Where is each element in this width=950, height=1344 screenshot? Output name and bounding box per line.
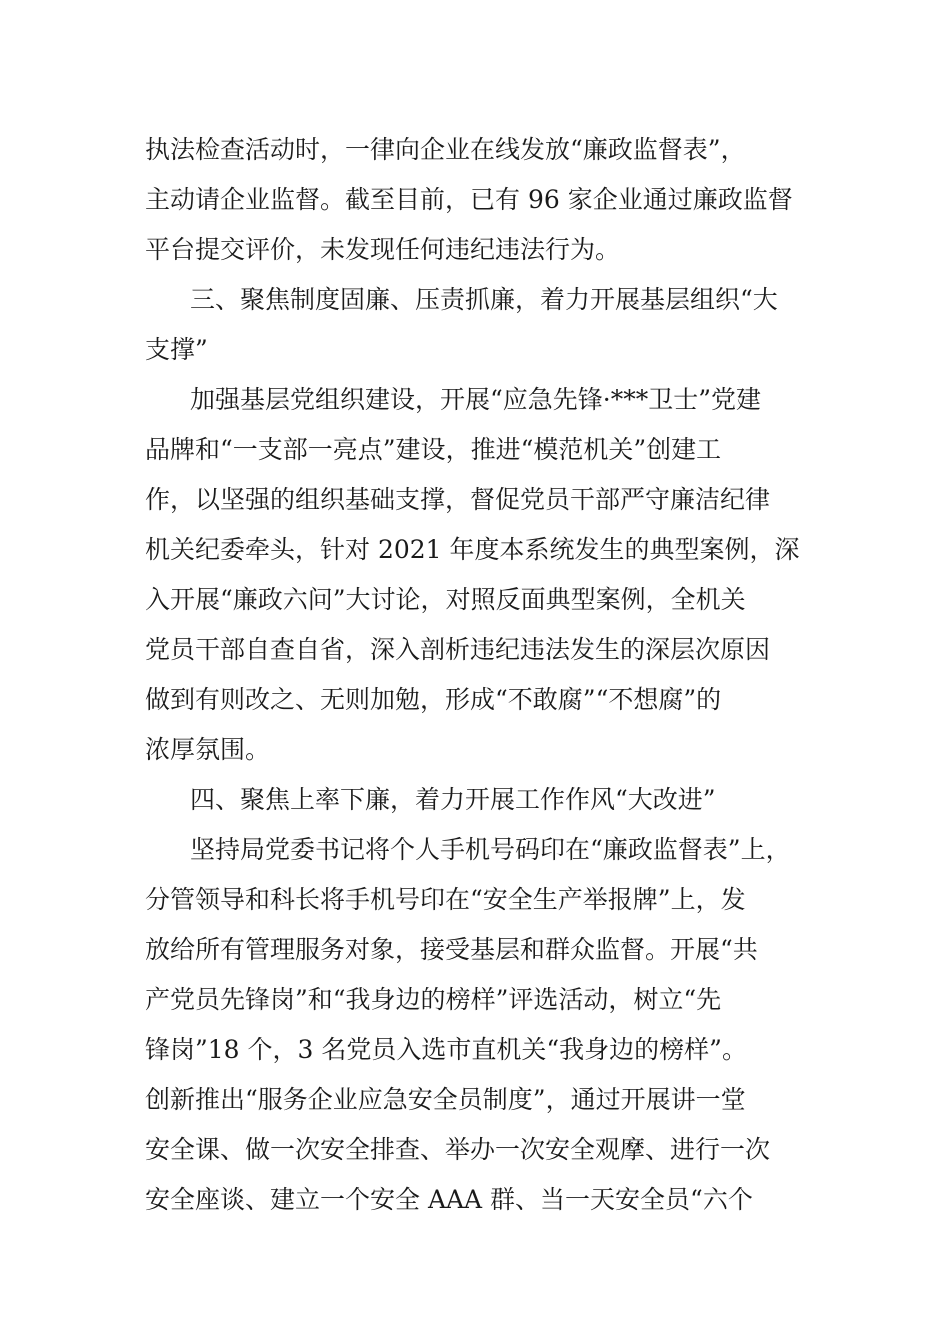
section-heading: 四、聚焦上率下廉，着力开展工作作风“大改进” [190,785,716,814]
text-line: 坚持局党委书记将个人手机号码印在“廉政监督表”上， [190,835,791,864]
text-line: 平台提交评价，未发现任何违纪违法行为。 [145,235,621,264]
section-heading: 三、聚焦制度固廉、压责抓廉，着力开展基层组织“大 [190,285,778,314]
text-line: 主动请企业监督。截至目前，已有 96 家企业通过廉政监督 [145,185,793,214]
text-line: 创新推出“服务企业应急安全员制度”，通过开展讲一堂 [145,1085,746,1114]
text-line: 锋岗”18 个，3 名党员入选市直机关“我身边的榜样”。 [145,1035,747,1064]
text-line: 安全座谈、建立一个安全 AAA 群、当一天安全员“六个 [145,1185,753,1214]
text-line: 党员干部自查自省，深入剖析违纪违法发生的深层次原因 [145,635,771,664]
text-line: 作，以坚强的组织基础支撑，督促党员干部严守廉洁纪律 [145,485,771,514]
section-heading-cont: 支撑” [145,335,208,364]
text-line: 执法检查活动时，一律向企业在线发放“廉政监督表”， [145,135,746,164]
text-line: 加强基层党组织建设，开展“应急先锋·***卫士”党建 [190,385,762,414]
text-line: 安全课、做一次安全排查、举办一次安全观摩、进行一次 [145,1135,771,1164]
text-line: 分管领导和科长将手机号印在“安全生产举报牌”上，发 [145,885,746,914]
text-line: 放给所有管理服务对象，接受基层和群众监督。开展“共 [145,935,758,964]
text-line: 浓厚氛围。 [145,735,271,764]
text-line: 产党员先锋岗”和“我身边的榜样”评选活动，树立“先 [145,985,722,1014]
text-line: 入开展“廉政六问”大讨论，对照反面典型案例，全机关 [145,585,746,614]
text-line: 品牌和“一支部一亮点”建设，推进“模范机关”创建工 [145,435,722,464]
text-line: 机关纪委牵头，针对 2021 年度本系统发生的典型案例，深 [145,535,800,564]
text-line: 做到有则改之、无则加勉，形成“不敢腐”“不想腐”的 [145,685,722,714]
